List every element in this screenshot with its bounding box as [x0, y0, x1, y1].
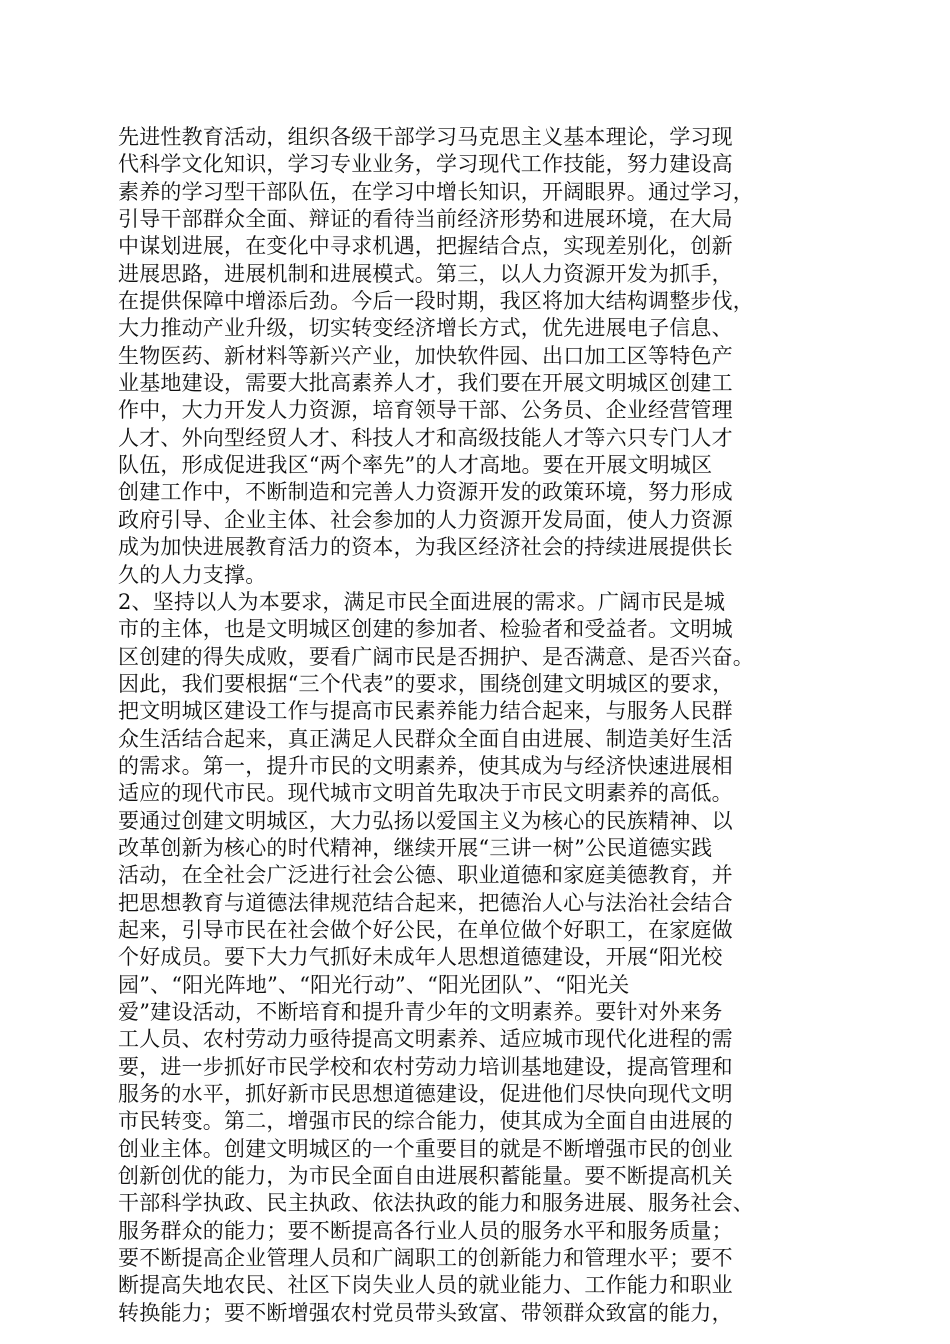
- text-line: 服务的水平，抓好新市民思想道德建设，促进他们尽快向现代文明: [118, 1082, 733, 1107]
- text-line: 创建工作中，不断制造和完善人力资源开发的政策环境，努力形成: [118, 480, 733, 505]
- text-line: 引导干部群众全面、辩证的看待当前经济形势和进展环境，在大局: [118, 207, 733, 232]
- text-line: 代科学文化知识，学习专业业务，学习现代工作技能，努力建设高: [118, 152, 733, 177]
- text-line: 中谋划进展，在变化中寻求机遇，把握结合点，实现差别化，创新: [118, 234, 733, 259]
- text-line: 政府引导、企业主体、社会参加的人力资源开发局面，使人力资源: [118, 507, 733, 532]
- text-line: 市的主体，也是文明城区创建的参加者、检验者和受益者。文明城: [118, 617, 733, 642]
- text-line: 的需求。第一，提升市民的文明素养，使其成为与经济快速进展相: [118, 753, 733, 778]
- text-line: 众生活结合起来，真正满足人民群众全面自由进展、制造美好生活: [118, 726, 733, 751]
- text-line: 把思想教育与道德法律规范结合起来，把德治人心与法治社会结合: [118, 890, 733, 915]
- text-line: 素养的学习型干部队伍，在学习中增长知识，开阔眼界。通过学习，: [118, 179, 754, 204]
- text-line: 在提供保障中增添后劲。今后一段时期，我区将加大结构调整步伐，: [118, 289, 754, 314]
- text-line: 队伍，形成促进我区“两个率先”的人才高地。要在开展文明城区: [118, 453, 713, 478]
- text-line: 因此，我们要根据“三个代表”的要求，围绕创建文明城区的要求，: [118, 671, 734, 696]
- text-line: 转换能力；要不断增强农村党员带头致富、带领群众致富的能力，: [118, 1300, 733, 1325]
- text-line: 先进性教育活动，组织各级干部学习马克思主义基本理论，学习现: [118, 125, 733, 149]
- text-line: 要，进一步抓好市民学校和农村劳动力培训基地建设，提高管理和: [118, 1054, 733, 1079]
- text-line: 服务群众的能力；要不断提高各行业人员的服务水平和服务质量；: [118, 1218, 733, 1243]
- text-line: 2、坚持以人为本要求，满足市民全面进展的需求。广阔市民是城: [118, 589, 726, 614]
- text-line: 要通过创建文明城区，大力弘扬以爱国主义为核心的民族精神、以: [118, 808, 733, 833]
- text-line: 业基地建设，需要大批高素养人才，我们要在开展文明城区创建工: [118, 371, 733, 396]
- text-line: 改革创新为核心的时代精神，继续开展“三讲一树”公民道德实践: [118, 835, 713, 860]
- text-line: 创新创优的能力，为市民全面自由进展积蓄能量。要不断提高机关: [118, 1164, 733, 1189]
- text-line: 久的人力支撑。: [118, 562, 267, 587]
- text-line: 生物医药、新材料等新兴产业，加快软件园、出口加工区等特色产: [118, 343, 733, 368]
- text-line: 创业主体。创建文明城区的一个重要目的就是不断增强市民的创业: [118, 1136, 733, 1161]
- text-line: 市民转变。第二，增强市民的综合能力，使其成为全面自由进展的: [118, 1109, 733, 1134]
- text-line: 进展思路，进展机制和进展模式。第三，以人力资源开发为抓手，: [118, 261, 733, 286]
- text-line: 成为加快进展教育活力的资本，为我区经济社会的持续进展提供长: [118, 535, 733, 560]
- text-line: 工人员、农村劳动力亟待提高文明素养、适应城市现代化进程的需: [118, 1027, 733, 1052]
- text-line: 活动，在全社会广泛进行社会公德、职业道德和家庭美德教育，并: [118, 863, 733, 888]
- text-line: 个好成员。要下大力气抓好未成年人思想道德建设，开展“阳光校: [118, 945, 723, 970]
- text-line: 人才、外向型经贸人才、科技人才和高级技能人才等六只专门人才: [118, 425, 733, 450]
- text-line: 爱”建设活动，不断培育和提升青少年的文明素养。要针对外来务: [118, 1000, 723, 1024]
- text-line: 把文明城区建设工作与提高市民素养能力结合起来，与服务人民群: [118, 699, 733, 724]
- text-line: 区创建的得失成败，要看广阔市民是否拥护、是否满意、是否兴奋。: [118, 644, 754, 669]
- text-line: 断提高失地农民、社区下岗失业人员的就业能力、工作能力和职业: [118, 1273, 733, 1298]
- body-text: [118, 124, 828, 1327]
- text-line: 园”、“阳光阵地”、“阳光行动”、“阳光团队”、“阳光关: [118, 972, 630, 997]
- text-line: 作中，大力开发人力资源，培育领导干部、公务员、企业经营管理: [118, 398, 733, 423]
- text-line: 要不断提高企业管理人员和广阔职工的创新能力和管理水平；要不: [118, 1246, 733, 1271]
- text-line: 起来，引导市民在社会做个好公民，在单位做个好职工，在家庭做: [118, 917, 733, 942]
- text-line: 干部科学执政、民主执政、依法执政的能力和服务进展、服务社会、: [118, 1191, 754, 1216]
- text-line: 大力推动产业升级，切实转变经济增长方式，优先进展电子信息、: [118, 316, 733, 341]
- text-line: 适应的现代市民。现代城市文明首先取决于市民文明素养的高低。: [118, 781, 733, 806]
